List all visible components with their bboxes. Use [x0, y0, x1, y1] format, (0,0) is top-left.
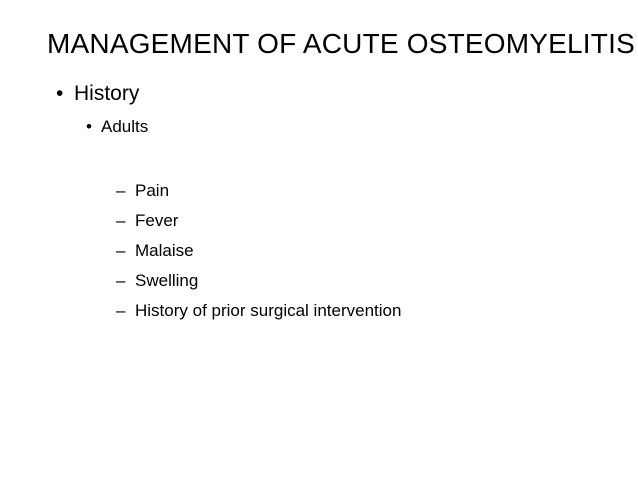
bullet-history-label: History [74, 82, 140, 105]
list-item [116, 176, 401, 206]
list-item-label: Malaise [135, 241, 194, 260]
dash-icon: – [116, 301, 126, 320]
dash-icon: – [116, 271, 126, 290]
bullet-adults-label: Adults [101, 117, 149, 136]
list-item [116, 206, 401, 236]
list-item [116, 266, 401, 296]
bullet-icon: • [86, 117, 92, 136]
bullet-icon: • [56, 82, 64, 105]
bullet-adults [86, 115, 148, 139]
list-item-label: History of prior surgical intervention [135, 301, 402, 320]
bullet-history [56, 80, 139, 108]
dash-icon: – [116, 241, 126, 260]
list-item [116, 236, 401, 266]
slide-title: MANAGEMENT OF ACUTE OSTEOMYELITIS [47, 28, 635, 59]
symptom-list [116, 176, 401, 326]
list-item-label: Swelling [135, 271, 199, 290]
list-item-label: Fever [135, 211, 179, 230]
dash-icon: – [116, 211, 126, 230]
dash-icon: – [116, 181, 126, 200]
list-item-label: Pain [135, 181, 170, 200]
list-item [116, 296, 401, 326]
